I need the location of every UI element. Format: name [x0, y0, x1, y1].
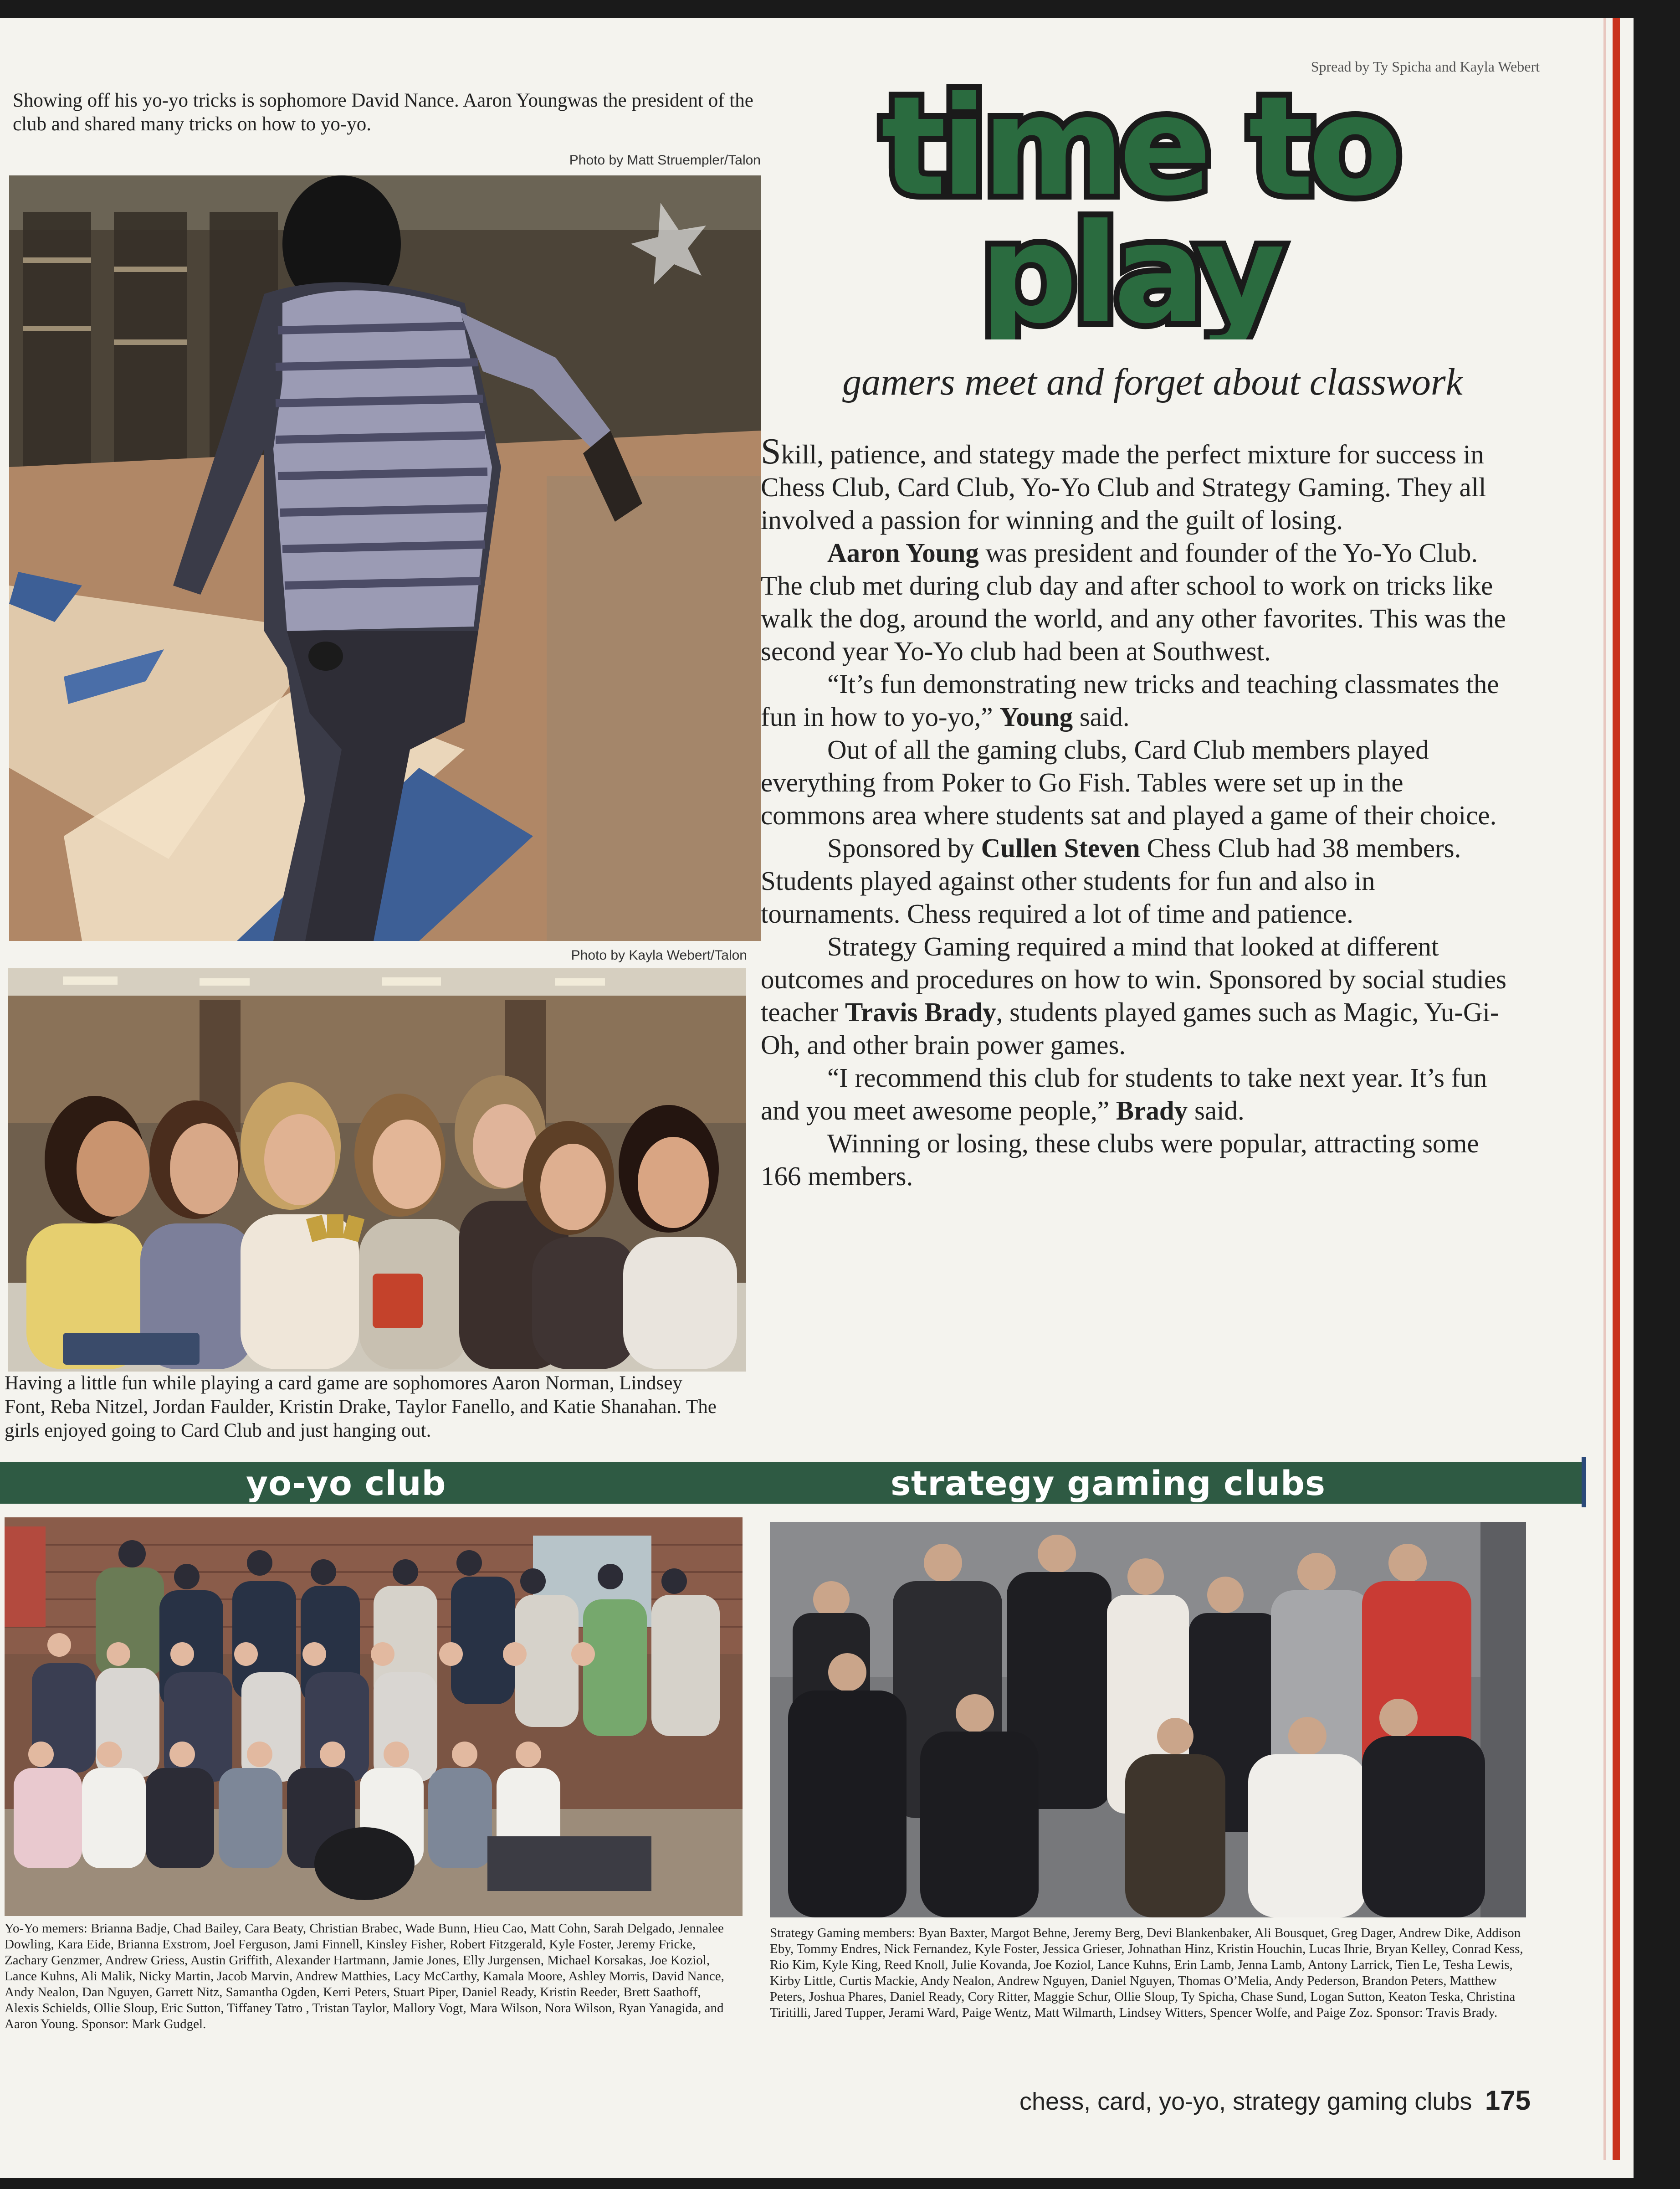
article-paragraph-6	[761, 930, 1508, 1061]
article-p3-bold: Young	[999, 702, 1073, 732]
article-p6-start: Strategy Gaming required a mind that looked at different outcomes and procedures on how to win. Sponsored by social studies teacher	[761, 931, 1506, 1027]
article-p5-text: Chess Club had 38 members. Students played against other students for fun and also in tournaments. Chess required a lot of time and patience.	[761, 833, 1461, 929]
strategy-members-list: Strategy Gaming members: Byan Baxter, Margot Behne, Jeremy Berg, Devi Blankenbaker, Ali Bousquet, Greg Dager, Andrew Dike, Addison Eby, Tommy Endres, Nick Fernandez, Kyle Foster, Jessica Grieser, Johnathan Hinz, Kristin Houchin, Lucas Ihrie, Bryan Kelley, Conrad Kess, Rio Kim, Kyle King, Reed Knoll, Julie Kovanda, Joe Koziol, Lance Kuhns, Erin Lamb, Jenna Lamb, Antony Larrick, Tien Le, Tesha Lewis, Kirby Little, Curtis Mackie, Andy Nealon, Andrew Nguyen, Daniel Nguyen, Thomas O’Melia, Andy Pederson, Brandon Peters, Matthew Peters, Joshua Phares, Daniel Ready, Cory Ritter, Maggie Schur, Ollie Sloup, Ty Spicha, Chase Sund, Logan Sutton, Keaton Teska, Christina Tiritilli, Jared Tupper, Jerami Ward, Paige Wentz, Matt Wilmarth, Lindsey Witters, Spencer Wolfe, and Paige Zoz. Sponsor: Travis Brady.	[770, 1926, 1523, 2020]
yoyo-club-heading: yo-yo club	[246, 1464, 446, 1503]
photo2-credit: Photo by Kayla Webert/Talon	[571, 948, 747, 963]
article-paragraph-5	[761, 832, 1508, 930]
strategy-gaming-heading: strategy gaming clubs	[891, 1464, 1326, 1503]
article-p5-start: Sponsored by	[827, 833, 981, 863]
article-p2-text: was president and founder of the Yo-Yo Club. The club met during club day and after school to work on tricks like walk the dog, around the world, and any other favorites. This was the second year Yo-Yo club had been at Southwest.	[761, 538, 1506, 666]
margin-rule	[1613, 18, 1620, 2160]
article-p1-text: kill, patience, and stategy made the perfect mixture for success in Chess Club, Card Club, Yo-Yo Club and Strategy Gaming. They all involved a passion for winning and the guilt of losing.	[761, 439, 1486, 535]
article-paragraph-8: Winning or losing, these clubs were popular, attracting some 166 members.	[761, 1128, 1479, 1191]
yoyo-club-group-photo	[5, 1517, 743, 1916]
photo1-caption: Showing off his yo-yo tricks is sophomore David Nance. Aaron Youngwas the president of the club and shared many tricks on how to yo-yo.	[13, 90, 753, 135]
article-paragraph-1	[761, 432, 1508, 536]
strategy-gaming-group-photo	[770, 1522, 1526, 1917]
section-band	[0, 1462, 1585, 1504]
title-line-2: play	[979, 195, 1280, 339]
yoyo-trick-photo	[9, 175, 761, 941]
card-club-photo	[8, 968, 746, 1372]
drop-cap: S	[761, 432, 781, 472]
band-end-mark	[1582, 1457, 1586, 1507]
article-p7-bold: Brady	[1116, 1095, 1188, 1125]
article-p3-text: “It’s fun demonstrating new tricks and teaching classmates the fun in how to yo-yo,”	[761, 669, 1499, 732]
article-p3-end: said.	[1073, 702, 1130, 732]
article-paragraph-7	[761, 1061, 1508, 1127]
yoyo-members-list: Yo-Yo memers: Brianna Badje, Chad Bailey, Cara Beaty, Christian Brabec, Wade Bunn, Hieu Cao, Matt Cohn, Sarah Delgado, Jennalee Dowling, Kara Eide, Brianna Exstrom, Joel Ferguson, Jami Finnell, Kinsley Fisher, Robert Fitzgerald, Kyle Foster, Jeremy Fricke, Zachary Genzmer, Andrew Griess, Austin Griffith, Alexander Hartmann, Jamie Jones, Elly Jurgensen, Michael Korsakas, Joe Koziol, Lance Kuhns, Ali Malik, Nicky Martin, Jacob Marvin, Andrew Matthies, Lacy McCarthy, Kamala Moore, Ashley Morris, David Nance, Andy Nealon, Dan Nguyen, Garrett Nitz, Samantha Ogden, Kerri Peters, Stuart Piper, Daniel Ready, Kristin Reeder, Brett Saathoff, Alexis Schields, Ollie Sloup, Eric Sutton, Tiffaney Tatro , Tristan Taylor, Mallory Vogt, Mara Wilson, Nora Wilson, Ryan Yanagida, and Aaron Young. Sponsor: Mark Gudgel.	[5, 1921, 724, 2031]
page-subtitle: gamers meet and forget about classwork	[842, 361, 1463, 403]
article-paragraph-4: Out of all the gaming clubs, Card Club members played everything from Poker to Go Fish. Tables were set up in the commons area where students sat and played a game of their choice.	[761, 735, 1497, 830]
spread-credit: Spread by Ty Spicha and Kayla Webert	[1311, 58, 1540, 75]
footer	[957, 2085, 1531, 2116]
article-body	[761, 432, 1508, 1192]
title-line-1: time to	[881, 75, 1397, 226]
article-p6-bold: Travis Brady	[845, 997, 996, 1027]
article-p7-end: said.	[1188, 1095, 1245, 1125]
photo1-credit: Photo by Matt Struempler/Talon	[569, 153, 761, 168]
article-p6-text: , students played games such as Magic, Yu-Gi-Oh, and other brain power games.	[761, 997, 1499, 1060]
article-p5-bold: Cullen Steven	[981, 833, 1140, 863]
article-p2-bold: Aaron Young	[827, 538, 979, 568]
article-paragraph-2	[761, 536, 1508, 668]
margin-rule-light	[1603, 18, 1606, 2160]
page-title	[847, 75, 1439, 339]
article-paragraph-3	[761, 668, 1508, 733]
page-number: 175	[1485, 2085, 1531, 2116]
footer-section-label: chess, card, yo-yo, strategy gaming clubs	[1019, 2088, 1472, 2115]
article-p7-text: “I recommend this club for students to take next year. It’s fun and you meet awesome people,”	[761, 1063, 1487, 1125]
photo2-caption: Having a little fun while playing a card game are sophomores Aaron Norman, Lindsey Font, Reba Nitzel, Jordan Faulder, Kristin Drake, Taylor Fanello, and Katie Shanahan. The girls enjoyed going to Card Club and just hanging out.	[5, 1372, 717, 1441]
